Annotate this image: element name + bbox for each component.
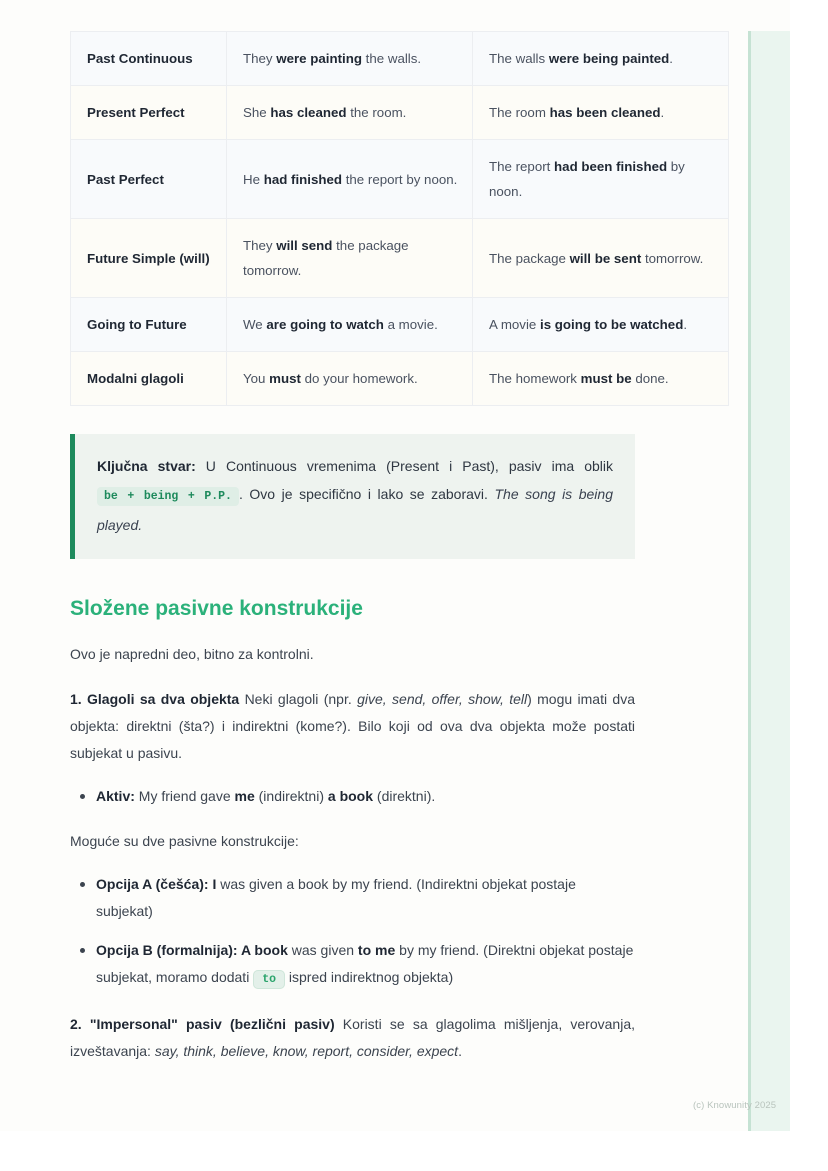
aktiv-list (70, 783, 635, 810)
text: They (243, 238, 277, 253)
text-bold: must (269, 371, 301, 386)
text: You (243, 371, 270, 386)
text: The report (489, 159, 555, 174)
text: The homework (489, 371, 581, 386)
key-takeaway-callout (70, 434, 635, 559)
table-row (71, 32, 729, 86)
text: U Continuous vremenima (Present i Past), pasiv ima oblik (195, 458, 613, 474)
paragraph-impersonal (70, 1011, 635, 1065)
text: A movie (489, 317, 540, 332)
text: done. (631, 371, 669, 386)
text-bold: has been cleaned (549, 105, 661, 120)
text: The walls (489, 51, 549, 66)
paragraph-moguce: Moguće su dve pasivne konstrukcije: (70, 833, 299, 849)
text-bold: to me (357, 942, 396, 958)
verb-examples: give, send, offer, show, tell (357, 691, 528, 707)
text-bold: will send (276, 238, 333, 253)
text: The package (489, 250, 570, 266)
callout-example: The song is being played. (97, 486, 613, 533)
section-title: Složene pasivne konstrukcije (70, 597, 363, 620)
text: was given (287, 942, 358, 958)
options-list (70, 871, 635, 993)
text-bold: must be (580, 371, 632, 386)
cell-passive (473, 32, 729, 86)
paragraph-heading: 2. "Impersonal" pasiv (bezlični pasiv) (70, 1016, 335, 1032)
text: was given a book by my friend. (Indirektni objekat postaje subjekat) (96, 876, 576, 919)
text-bold: will be sent (569, 250, 642, 266)
text: . (458, 1043, 462, 1059)
list-item (96, 871, 635, 925)
text-bold: had been finished (554, 159, 668, 174)
table-row (71, 219, 729, 298)
tense-passive-table (70, 31, 729, 406)
watermark: (c) Knowunity 2025 (693, 1100, 777, 1111)
table-row (71, 352, 729, 406)
document-content (70, 31, 704, 1065)
text: do your homework. (300, 371, 418, 386)
verb-examples: say, think, believe, know, report, consider, expect (154, 1043, 459, 1059)
aktiv-label: Aktiv: (96, 788, 135, 804)
text-bold: were painting (276, 51, 362, 66)
paragraph-heading: 1. Glagoli sa dva objekta (70, 691, 240, 707)
cell-tense: Future Simple (will) (71, 219, 227, 298)
cell-tense: Past Perfect (71, 140, 227, 219)
text-bold: had finished (263, 171, 343, 187)
cell-active (227, 32, 473, 86)
list-item (96, 937, 635, 993)
text: ispred indirektnog objekta) (285, 969, 454, 985)
right-side-panel (748, 31, 790, 1131)
option-b-label: Opcija B (formalnija): A book (96, 942, 288, 958)
text: We (243, 317, 267, 332)
cell-active (227, 298, 473, 352)
cell-tense: Modalni glagoli (71, 352, 227, 406)
text: Neki glagoli (npr. (239, 691, 358, 707)
cell-tense: Going to Future (71, 298, 227, 352)
cell-active (227, 219, 473, 298)
cell-tense: Present Perfect (71, 86, 227, 140)
text: (direktni). (373, 788, 436, 804)
text: the walls. (361, 51, 422, 66)
text: . (660, 105, 665, 120)
text: My friend gave (134, 788, 235, 804)
text: She (243, 105, 271, 120)
text: Koristi se sa glagolima mišljenja, verovanja, izveštavanja: (70, 1016, 635, 1059)
text-bold: are going to watch (266, 317, 384, 332)
paragraph-two-objects (70, 686, 635, 767)
text-bold: a book (327, 788, 374, 804)
code-chip-be-being-pp: be + being + P.P. (97, 487, 239, 506)
callout-paragraph (97, 452, 613, 539)
cell-passive (473, 219, 729, 298)
text: . (683, 317, 688, 332)
cell-tense: Past Continuous (71, 32, 227, 86)
text-bold: were being painted (548, 51, 670, 66)
cell-passive (473, 140, 729, 219)
text-bold: has cleaned (270, 105, 347, 120)
table-row (71, 140, 729, 219)
text: the report by noon. (342, 171, 458, 187)
cell-active (227, 86, 473, 140)
table-row (71, 86, 729, 140)
list-item (96, 783, 635, 810)
text: ) mogu imati dva objekta: direktni (šta?) i indirektni (kome?). Bilo koji od ova dva objekta može postati subjekat u pasivu. (70, 691, 635, 761)
option-a-label: Opcija A (češća): I (96, 876, 217, 892)
text: a movie. (383, 317, 438, 332)
text: tomorrow. (641, 250, 704, 266)
text-bold: is going to be watched (540, 317, 684, 332)
text: . (669, 51, 673, 66)
callout-label: Ključna stvar: (97, 458, 196, 474)
text: the room. (346, 105, 407, 120)
section-intro: Ovo je napredni deo, bitno za kontrolni. (70, 646, 314, 662)
text-bold: me (234, 788, 255, 804)
table-row (71, 298, 729, 352)
cell-passive (473, 298, 729, 352)
cell-active (227, 352, 473, 406)
text: (indirektni) (254, 788, 328, 804)
text: by noon. (489, 159, 685, 199)
text: The room (489, 105, 550, 120)
table-body (71, 32, 729, 406)
cell-passive (473, 86, 729, 140)
cell-passive (473, 352, 729, 406)
text: He (243, 171, 264, 187)
text: They (243, 51, 277, 66)
text: the package tomorrow. (243, 238, 409, 278)
text: . Ovo je specifično i lako se zaboravi. (238, 486, 495, 502)
code-chip-to: to (253, 970, 285, 989)
text: by my friend. (Direktni objekat postaje subjekat, moramo dodati (96, 942, 634, 985)
cell-active (227, 140, 473, 219)
